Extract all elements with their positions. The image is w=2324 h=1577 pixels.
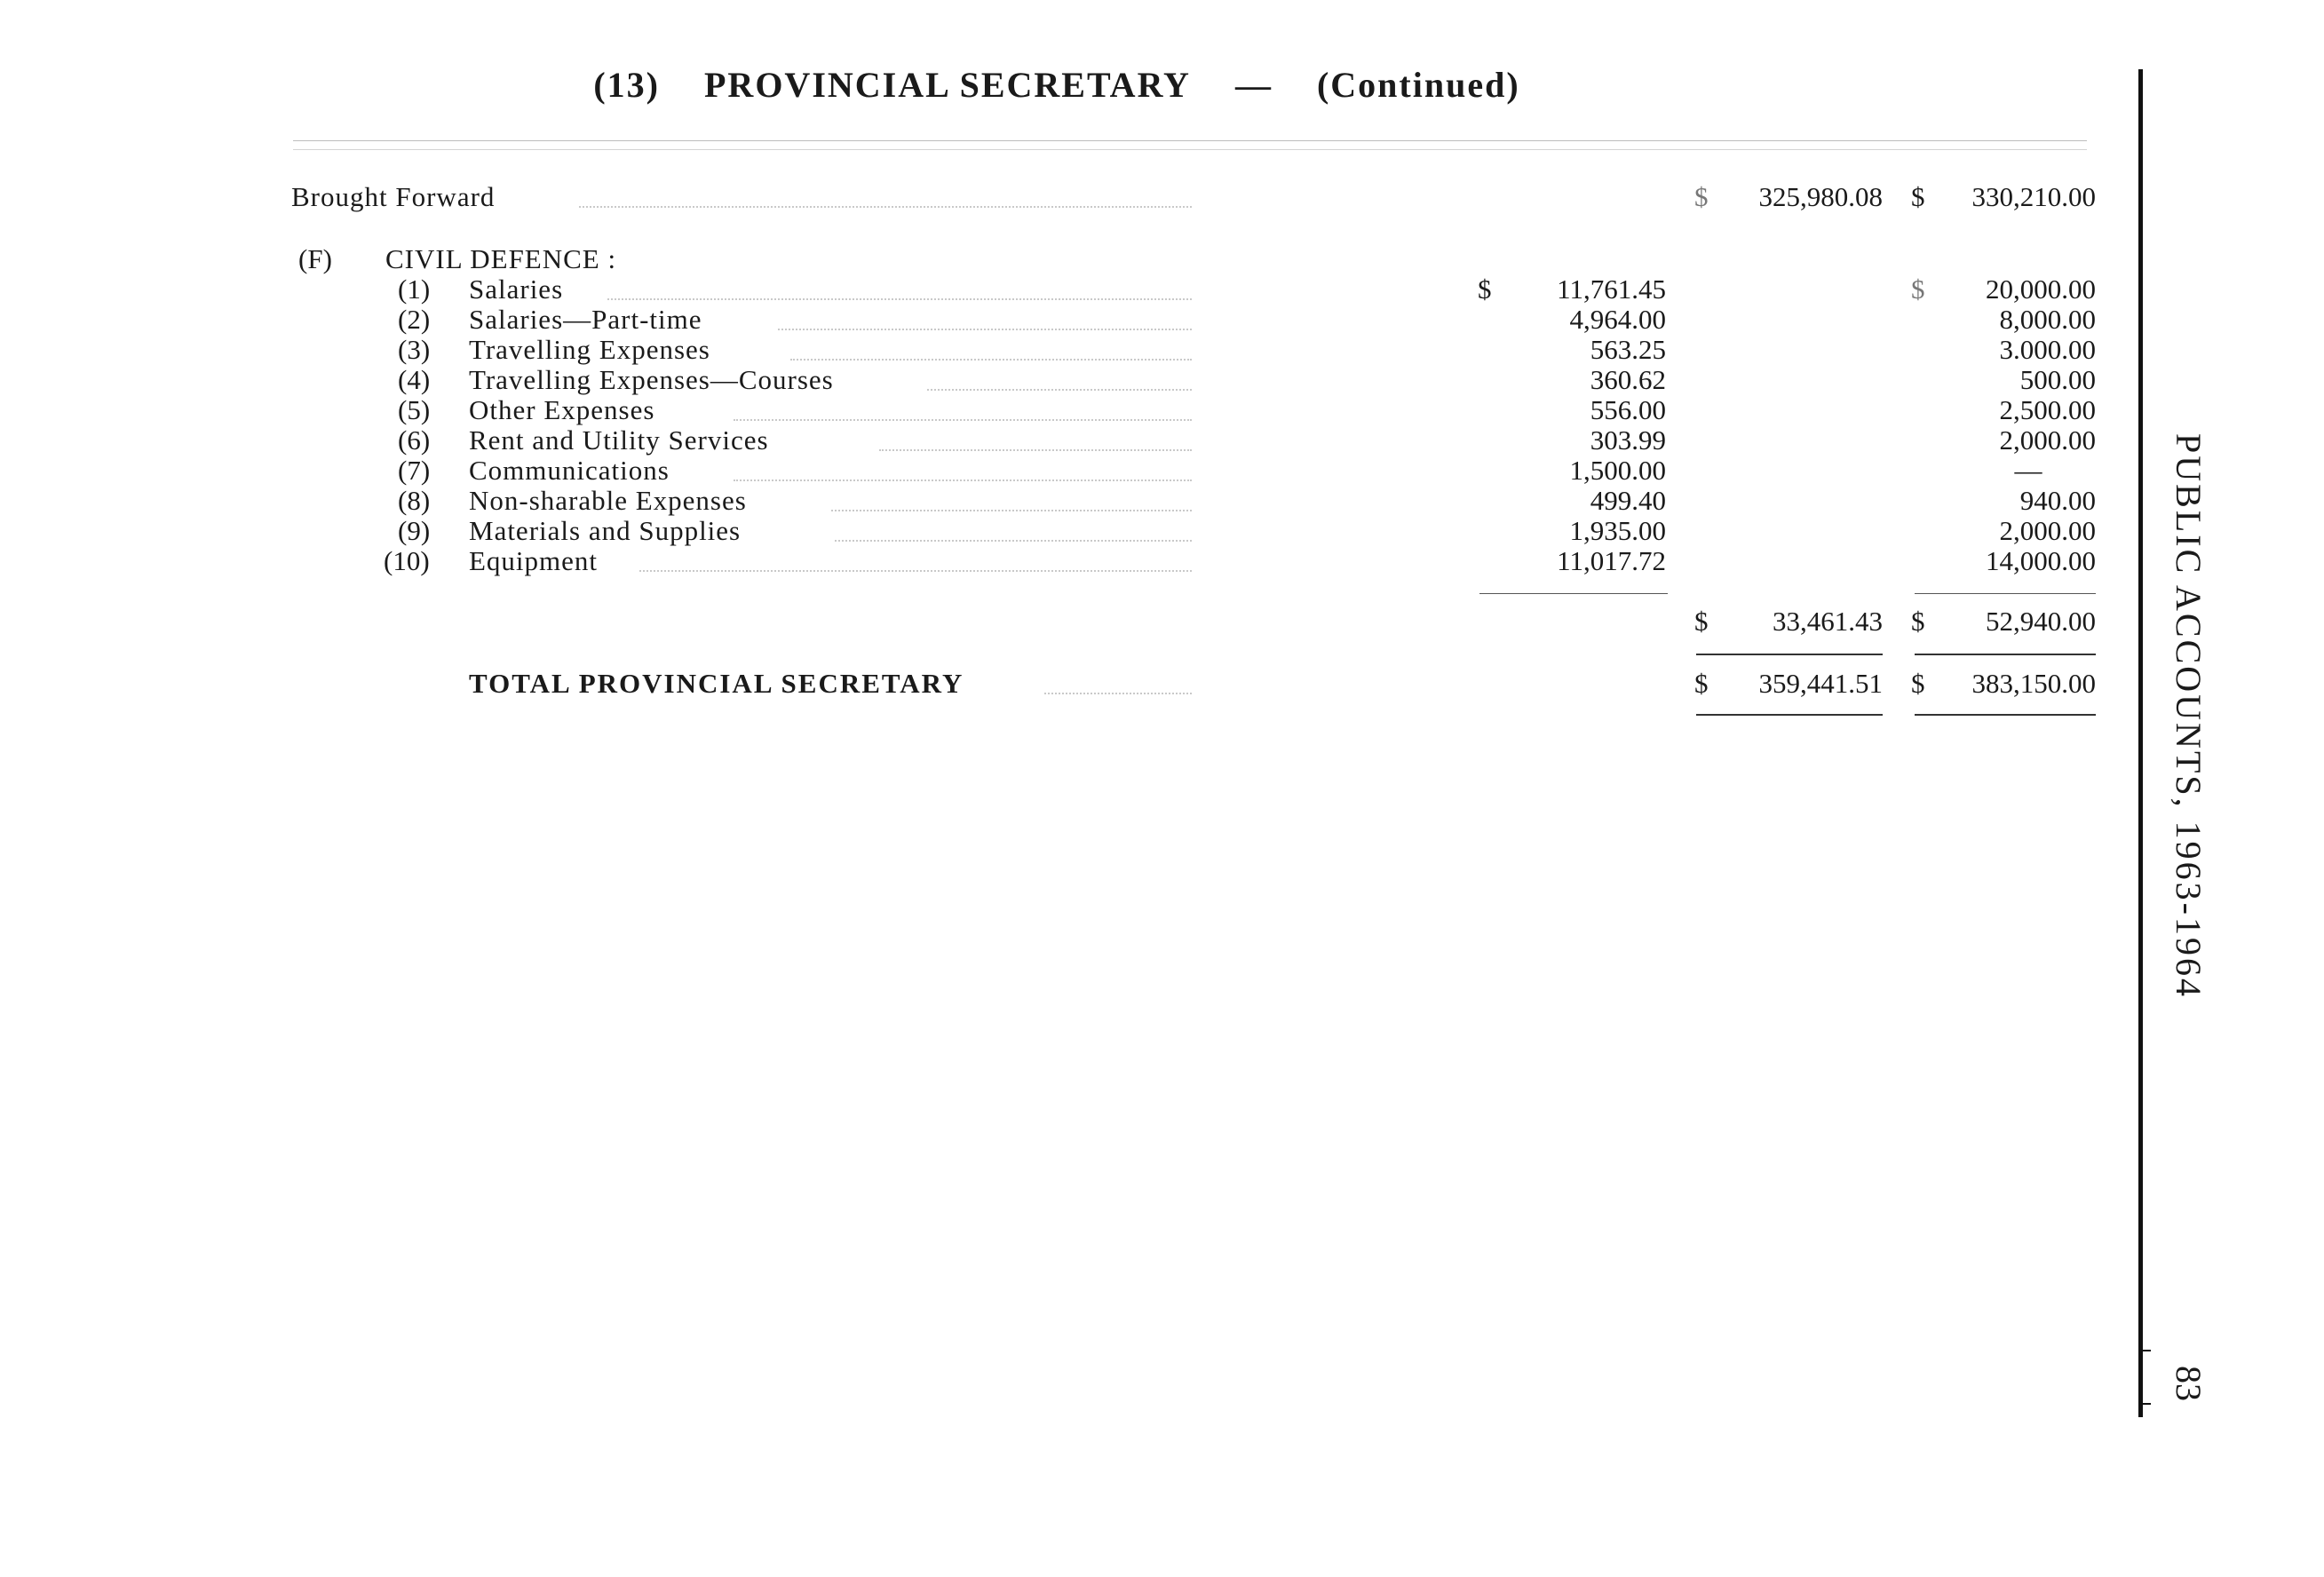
currency-symbol: $ (1911, 273, 1925, 305)
item-actual: 556.00 (1590, 394, 1666, 425)
side-title (2169, 433, 2209, 1082)
dot-leader (579, 206, 1192, 208)
item-number: (6) (398, 424, 431, 456)
dot-leader (831, 510, 1192, 511)
column-rule (1479, 593, 1668, 594)
double-rule (1915, 714, 2096, 716)
column-rule (1915, 654, 2096, 655)
item-number: (3) (398, 334, 431, 365)
currency-symbol: $ (1911, 606, 1925, 637)
item-label: Travelling Expenses—Courses (469, 364, 834, 395)
grand-total-label: TOTAL PROVINCIAL SECRETARY (469, 668, 964, 699)
page-title (0, 64, 2114, 106)
column-rule (1696, 654, 1883, 655)
item-actual: 11,761.45 (1557, 273, 1666, 305)
dot-leader (639, 570, 1192, 572)
brought-forward-label: Brought Forward (291, 181, 496, 212)
item-estimate: 940.00 (2019, 485, 2096, 516)
item-number: (9) (398, 515, 431, 546)
item-actual: 4,964.00 (1569, 304, 1666, 335)
item-actual: 499.40 (1590, 485, 1666, 516)
item-estimate: 2,000.00 (1999, 424, 2096, 456)
currency-symbol: $ (1694, 668, 1709, 699)
section-title: PROVINCIAL SECRETARY (704, 65, 1191, 105)
item-estimate: 20,000.00 (1986, 273, 2096, 305)
side-title-text: PUBLIC ACCOUNTS, 1963-1964 (2169, 433, 2209, 999)
grand-total-estimate: 383,150.00 (1971, 668, 2096, 699)
item-label: Equipment (469, 545, 599, 576)
page-number-text: 83 (2169, 1366, 2209, 1401)
item-estimate: 3.000.00 (1999, 334, 2096, 365)
section-number: (13) (593, 65, 660, 105)
item-number: (2) (398, 304, 431, 335)
dot-leader (778, 329, 1192, 330)
brought-forward-total: 325,980.08 (1758, 181, 1883, 212)
brought-forward-estimate: 330,210.00 (1971, 181, 2096, 212)
item-actual: 360.62 (1590, 364, 1666, 395)
continued-label: (Continued) (1316, 65, 1520, 105)
subtotal-total: 33,461.43 (1773, 606, 1883, 637)
item-estimate: 500.00 (2019, 364, 2096, 395)
item-label: Non-sharable Expenses (469, 485, 747, 516)
item-number: (7) (398, 455, 431, 486)
item-estimate: 14,000.00 (1986, 545, 2096, 576)
item-label: Rent and Utility Services (469, 424, 769, 456)
item-number: (10) (384, 545, 430, 576)
dot-leader (607, 298, 1192, 300)
dot-leader (734, 479, 1192, 481)
item-number: (5) (398, 394, 431, 425)
currency-symbol: $ (1911, 668, 1925, 699)
currency-symbol: $ (1694, 181, 1709, 212)
currency-symbol: $ (1694, 606, 1709, 637)
double-rule (1696, 714, 1883, 716)
item-label: Travelling Expenses (469, 334, 710, 365)
margin-rule (2138, 69, 2143, 1417)
currency-symbol: $ (1478, 273, 1492, 305)
dot-leader (879, 449, 1192, 451)
dot-leader (734, 419, 1192, 421)
header-rule-secondary (293, 149, 2087, 150)
item-actual: 11,017.72 (1557, 545, 1666, 576)
item-actual: 1,500.00 (1569, 455, 1666, 486)
page-number (2169, 1366, 2209, 1419)
column-rule (1915, 593, 2096, 594)
title-dash: — (1234, 65, 1273, 105)
subtotal-estimate: 52,940.00 (1986, 606, 2096, 637)
item-estimate: 8,000.00 (1999, 304, 2096, 335)
section-heading-title: CIVIL DEFENCE : (385, 243, 617, 274)
item-actual: 563.25 (1590, 334, 1666, 365)
item-number: (8) (398, 485, 431, 516)
item-number: (1) (398, 273, 431, 305)
item-estimate: 2,500.00 (1999, 394, 2096, 425)
item-actual: 303.99 (1590, 424, 1666, 456)
header-rule (293, 140, 2087, 141)
grand-total-total: 359,441.51 (1758, 668, 1883, 699)
dot-leader (1044, 693, 1192, 694)
section-letter: (F) (298, 243, 332, 274)
item-actual: 1,935.00 (1569, 515, 1666, 546)
item-number: (4) (398, 364, 431, 395)
item-label: Salaries—Part-time (469, 304, 702, 335)
currency-symbol: $ (1911, 181, 1925, 212)
item-label: Salaries (469, 273, 564, 305)
dot-leader (927, 389, 1192, 391)
dot-leader (835, 540, 1192, 542)
margin-tick (2138, 1350, 2151, 1351)
dot-leader (790, 359, 1192, 361)
margin-tick (2138, 1403, 2151, 1405)
item-label: Materials and Supplies (469, 515, 742, 546)
item-label: Communications (469, 455, 670, 486)
item-label: Other Expenses (469, 394, 655, 425)
item-estimate: — (2014, 455, 2042, 486)
item-estimate: 2,000.00 (1999, 515, 2096, 546)
